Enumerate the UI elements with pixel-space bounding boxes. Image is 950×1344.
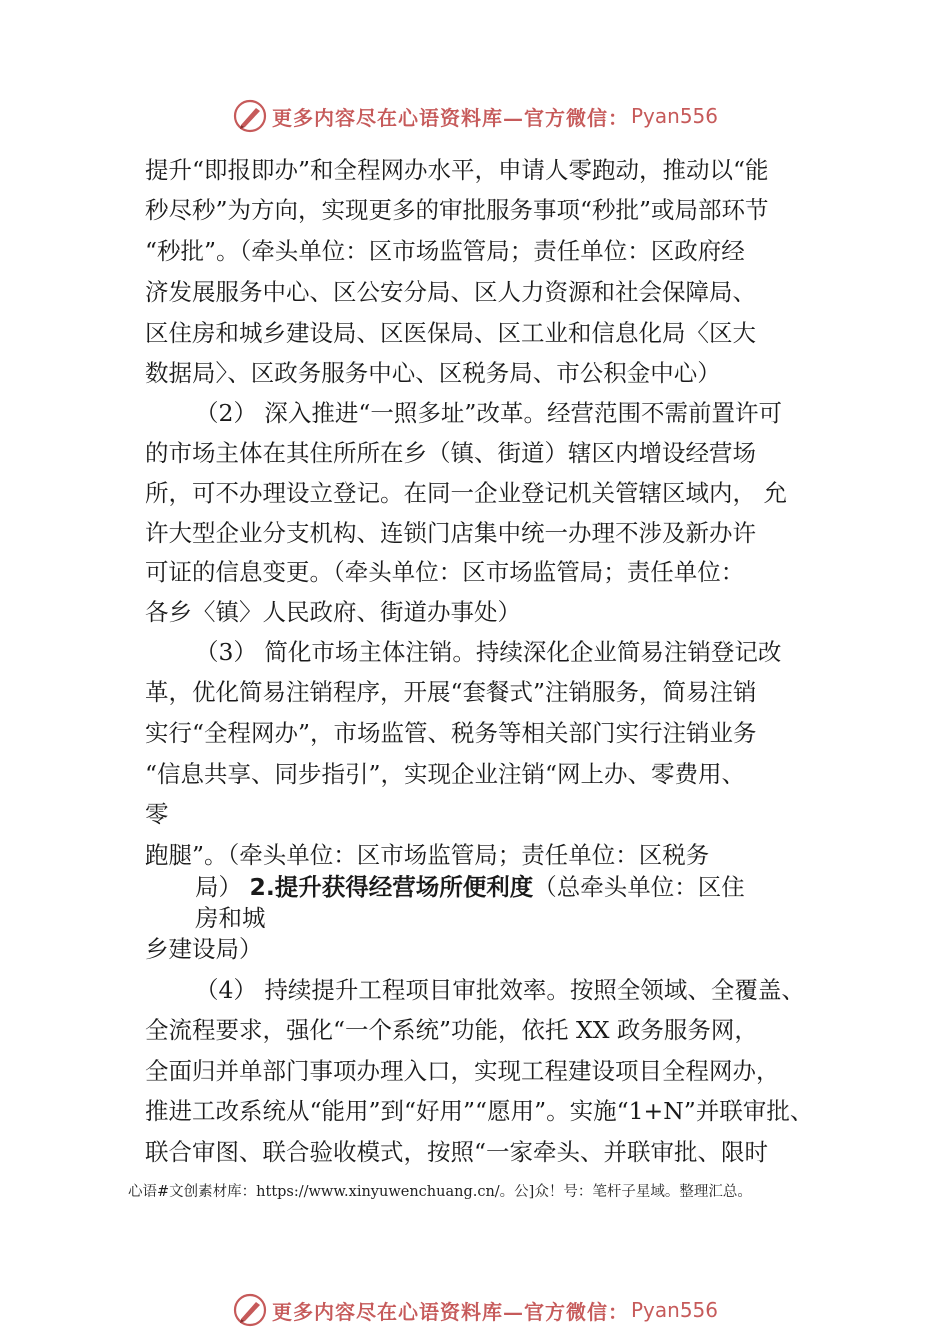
body-line-23: 联合审图、联合验收模式，按照“一家牵头、并联审批、限时 [145, 1138, 769, 1166]
heading-prefix: 局） [195, 873, 242, 901]
body-line-19: （4） 持续提升工程项目审批效率。按照全领域、全覆盖、 [195, 976, 805, 1004]
heading-line-3: 乡建设局） [145, 935, 263, 963]
footer-note: 心语#文创素材库：https://www.xinyuwenchuang.cn/。公]众！号：笔杆子星域。整理汇总。 [128, 1184, 752, 1200]
body-line-6: 数据局〉、区政务服务中心、区税务局、市公积金中心） [145, 359, 721, 387]
footer-banner [0, 1290, 950, 1330]
heading-suffix: （总牵头单位：区住 [533, 873, 745, 901]
body-line-7: （2） 深入推进“一照多址”改革。经营范围不需前置许可 [195, 399, 782, 427]
pen-logo-icon [232, 98, 268, 134]
body-line-18: 跑腿”。（牵头单位：区市场监管局；责任单位：区税务 [145, 841, 710, 869]
body-line-2: 秒尽秒”为方向，实现更多的审批服务事项“秒批”或局部环节 [145, 196, 769, 224]
banner-wechat-id: Pyan556 [630, 104, 718, 128]
body-line-21: 全面归并单部门事项办理入口，实现工程建设项目全程网办， [145, 1057, 780, 1085]
body-line-22: 推进工改系统从“能用”到“好用”“愿用”。实施“1+N”并联审批、 [145, 1097, 814, 1125]
section-heading [195, 872, 745, 902]
body-line-4: 济发展服务中心、区公安分局、区人力资源和社会保障局、 [145, 278, 756, 306]
body-line-20: 全流程要求，强化“一个系统”功能，依托 XX 政务服务网， [145, 1016, 758, 1044]
body-line-8: 的市场主体在其住所所在乡（镇、街道）辖区内增设经营场 [145, 439, 756, 467]
banner-text: 更多内容尽在心语资料库—官方微信： [271, 1299, 629, 1324]
body-line-5: 区住房和城乡建设局、区医保局、区工业和信息化局〈区大 [145, 319, 756, 347]
heading-line-2: 房和城 [195, 904, 266, 932]
banner-text: 更多内容尽在心语资料库—官方微信： [271, 105, 629, 130]
banner-wechat-id: Pyan556 [630, 1298, 718, 1322]
body-line-12: 各乡〈镇〉人民政府、街道办事处） [145, 598, 521, 626]
body-line-16: “信息共享、同步指引”，实现企业注销“网上办、零费用、 [145, 760, 746, 788]
body-line-11: 可证的信息变更。（牵头单位：区市场监管局；责任单位： [145, 558, 745, 586]
body-line-17: 零 [145, 800, 169, 828]
body-line-3: “秒批”。（牵头单位：区市场监管局；责任单位：区政府经 [145, 237, 745, 265]
body-line-13: （3） 简化市场主体注销。持续深化企业简易注销登记改 [195, 638, 782, 666]
body-line-1: 提升“即报即办”和全程网办水平，申请人零跑动，推动以“能 [145, 156, 769, 184]
body-line-15: 实行“全程网办”，市场监管、税务等相关部门实行注销业务 [145, 719, 757, 747]
body-line-14: 革，优化简易注销程序，开展“套餐式”注销服务，简易注销 [145, 678, 757, 706]
body-line-9: 所，可不办理设立登记。在同一企业登记机关管辖区域内， 允 [145, 479, 787, 507]
header-banner [0, 96, 950, 136]
body-line-10: 许大型企业分支机构、连锁门店集中统一办理不涉及新办许 [145, 519, 756, 547]
heading-title: 2.提升获得经营场所便利度 [249, 873, 534, 901]
pen-logo-icon [232, 1292, 268, 1328]
